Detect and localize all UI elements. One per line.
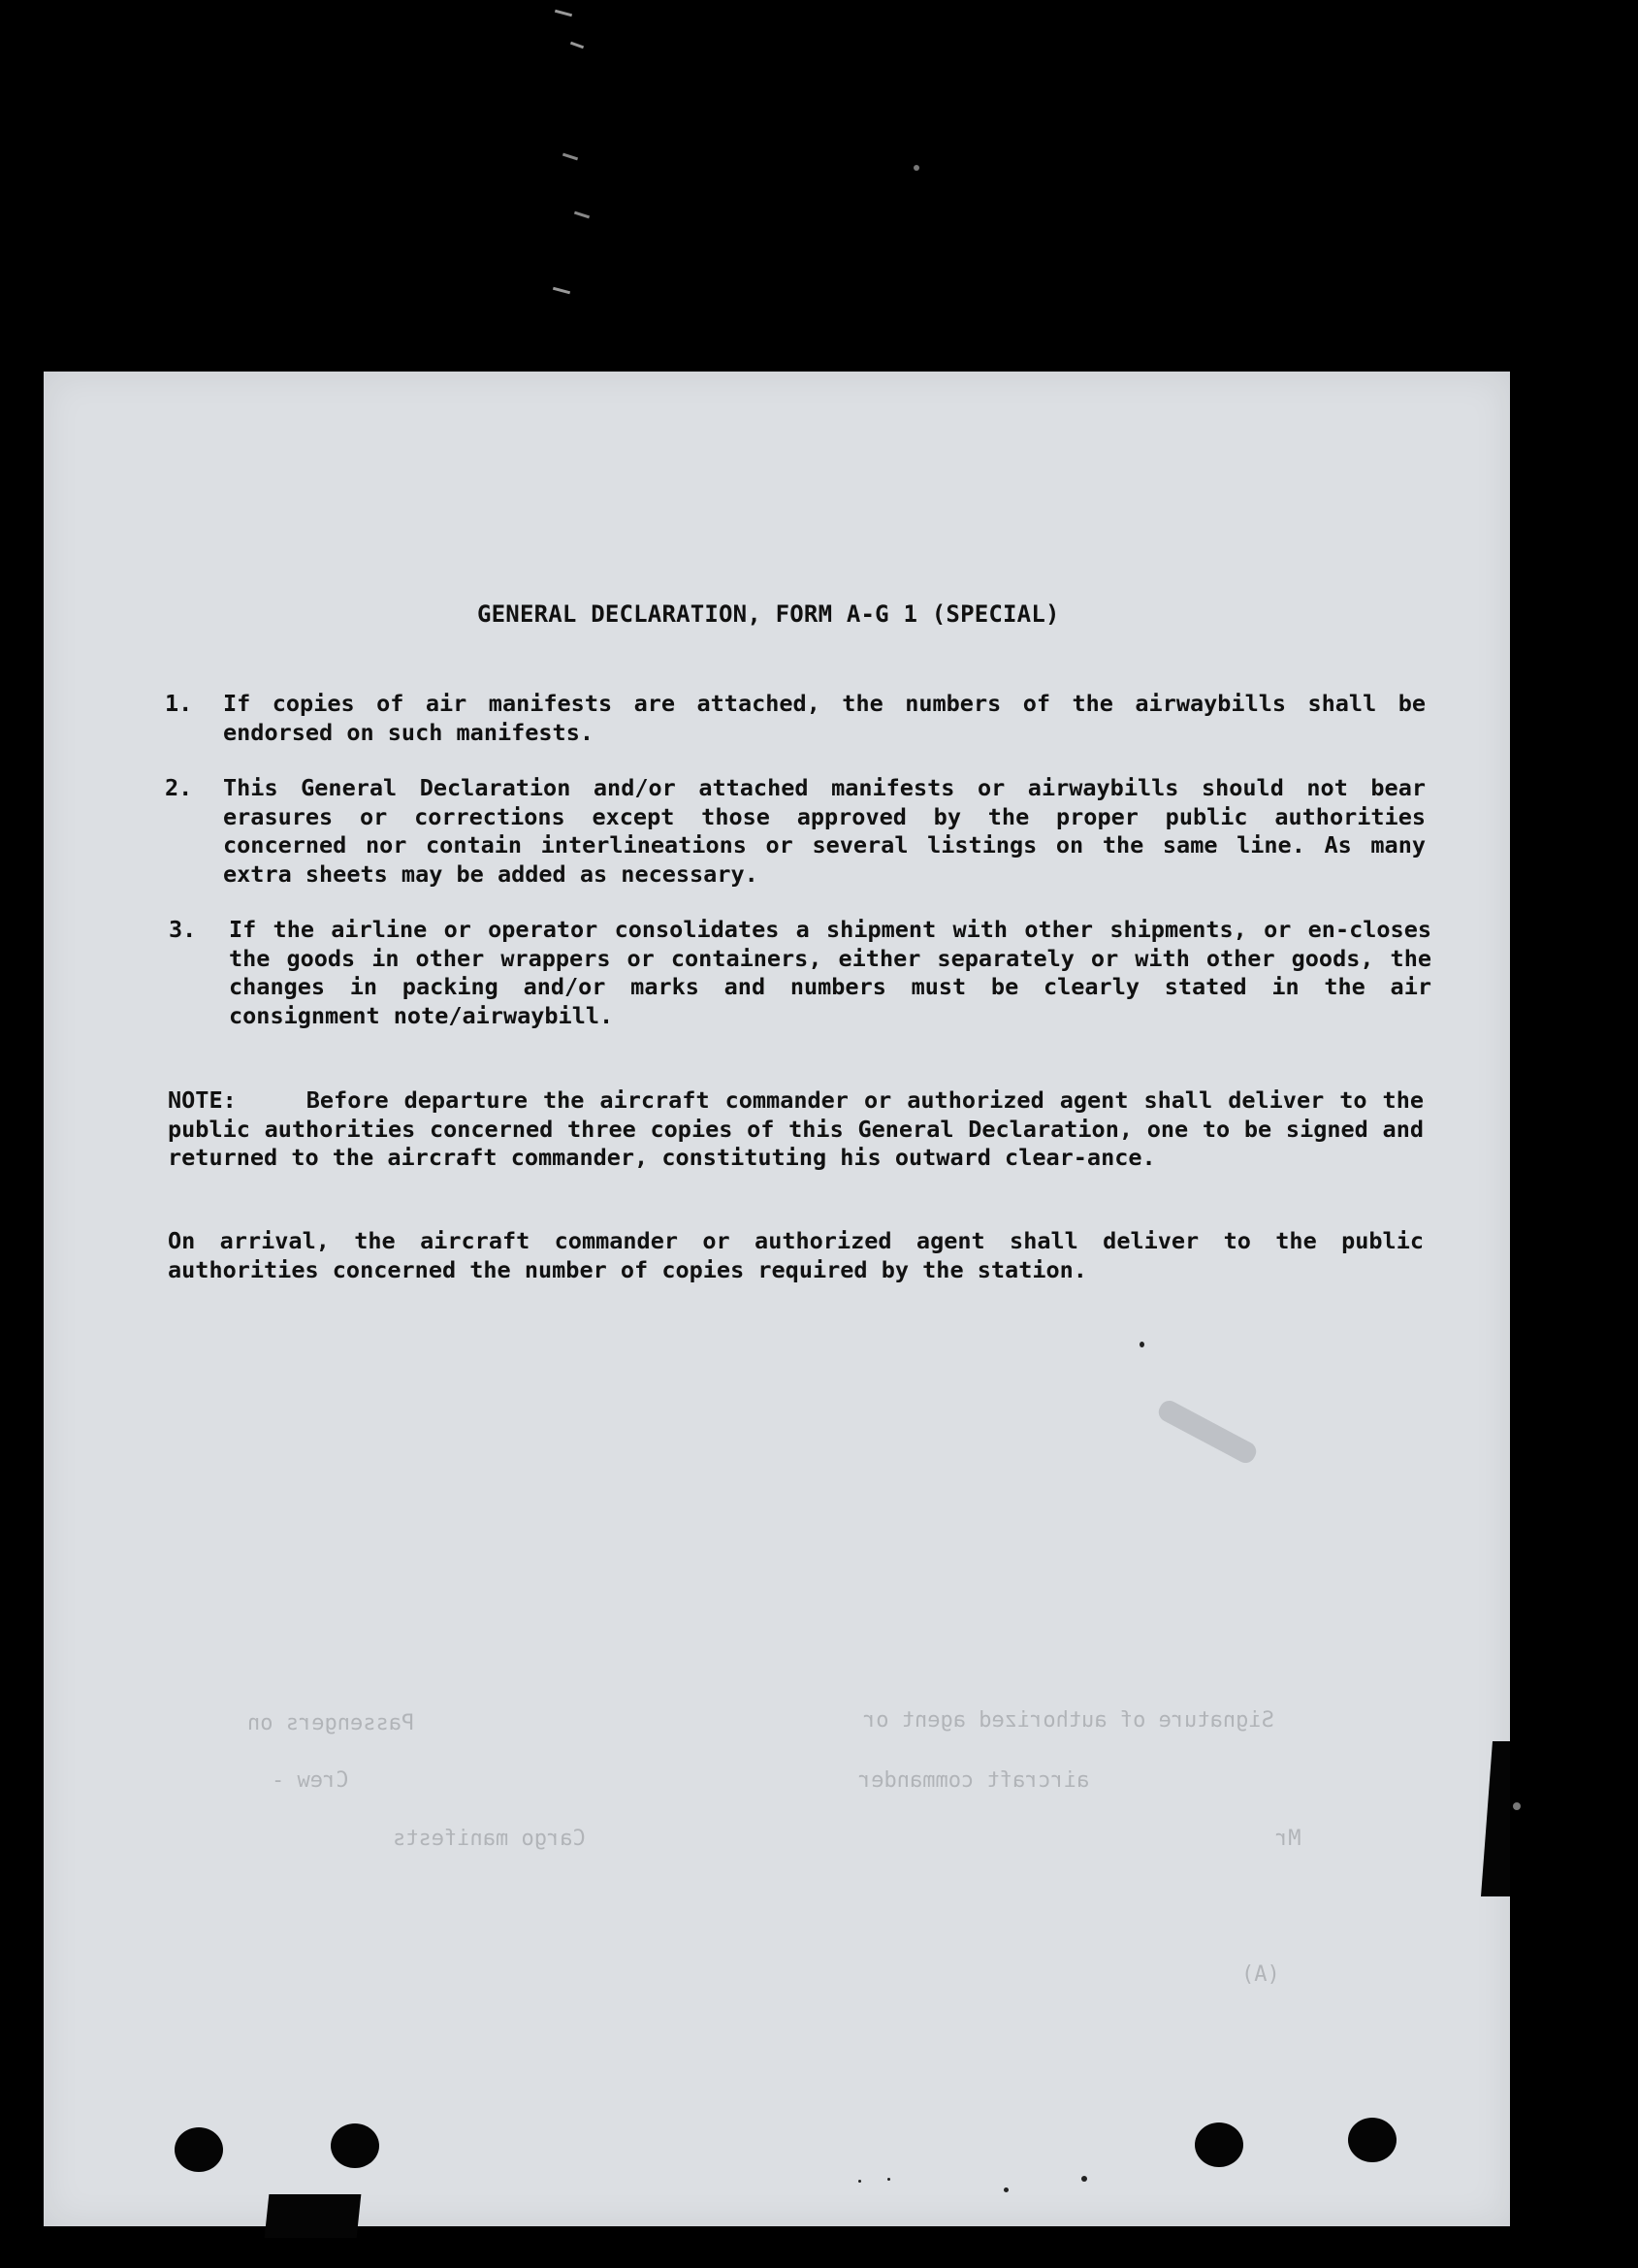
film-scratch xyxy=(1513,1802,1521,1810)
speck xyxy=(1140,1342,1144,1347)
clip-tab xyxy=(265,2194,362,2238)
speck xyxy=(1004,2187,1009,2192)
bleed-through-crew: Crew - xyxy=(272,1768,349,1793)
film-scratch xyxy=(562,153,578,161)
item-2-text: This General Declaration and/or attached manifests or airwaybills should not bear erasures or corrections except those approved by the proper public authorities concerned nor contain interlineations or several listings on the same line. As many extra sheets may be added as necessary. xyxy=(223,774,1426,888)
film-scratch xyxy=(555,10,572,17)
arrival-paragraph: On arrival, the aircraft commander or authorized agent shall deliver to the public authorities concerned the number of copies required by the station. xyxy=(168,1227,1424,1283)
bleed-through-page-mark: (A) xyxy=(1241,1962,1280,1987)
item-1-number: 1. xyxy=(165,690,193,717)
bleed-through-cargo: Cargo manifests xyxy=(393,1827,586,1851)
document-title: GENERAL DECLARATION, FORM A-G 1 (SPECIAL) xyxy=(477,600,1060,628)
film-scratch xyxy=(570,42,584,49)
bleed-through-signature: Signature of authorized agent or xyxy=(863,1708,1274,1733)
speck xyxy=(887,2178,890,2181)
film-scratch xyxy=(553,287,570,295)
punch-hole-left-2 xyxy=(331,2123,379,2168)
bleed-through-mr: Mr xyxy=(1275,1827,1301,1851)
document-page xyxy=(44,372,1510,2226)
item-3-number: 3. xyxy=(169,916,197,943)
film-scratch xyxy=(574,211,590,219)
note-paragraph xyxy=(168,1086,1424,1173)
bleed-through-commander: aircraft commander xyxy=(858,1768,1090,1793)
item-3-text: If the airline or operator consolidates a shipment with other shipments, or en-closes the goods in other wrappers or containers, either separately or with other goods, the changes in packing and/or marks and numbers must be clearly stated in the air consignment note/airwaybill. xyxy=(229,916,1431,1029)
punch-hole-right-2 xyxy=(1348,2118,1397,2162)
note-label: NOTE: xyxy=(168,1086,237,1114)
punch-hole-right-1 xyxy=(1195,2122,1243,2167)
item-1-text: If copies of air manifests are attached, the numbers of the airwaybills shall be endorsed on such manifests. xyxy=(223,690,1426,746)
speck xyxy=(858,2180,861,2183)
ink-smudge xyxy=(1155,1397,1259,1466)
punch-hole-left-1 xyxy=(175,2127,223,2172)
item-2-number: 2. xyxy=(165,774,193,801)
film-scratch xyxy=(914,165,919,171)
note-text: Before departure the aircraft commander or authorized agent shall deliver to the public authorities concerned three copies of this General Declaration, one to be signed and returned to the aircraft commander, constituting his outward clear-ance. xyxy=(168,1086,1424,1171)
speck xyxy=(1081,2176,1087,2182)
bleed-through-passengers: Passengers on xyxy=(247,1711,415,1735)
